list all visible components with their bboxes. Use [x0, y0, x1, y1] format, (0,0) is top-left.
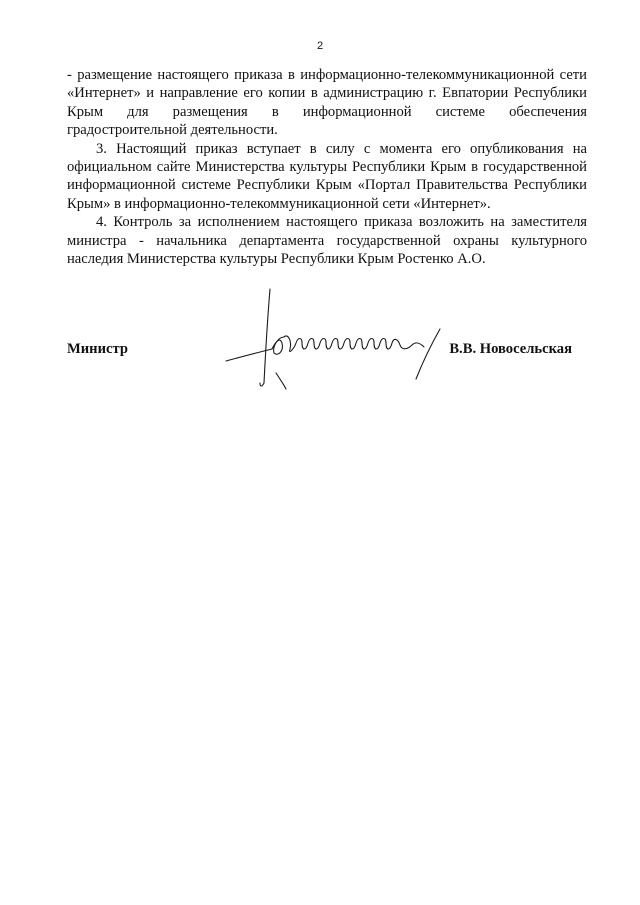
handwritten-signature [220, 283, 450, 393]
paragraph-item-4: 4. Контроль за исполнением настоящего приказа возложить на заместителя министра - начальника департамента государственной охраны культурного наследия Министерства культуры Республики Крым Ростенко А.О. [67, 214, 587, 268]
document-body [67, 66, 587, 268]
page-number: 2 [316, 40, 324, 52]
signer-name: В.В. Новосельская [449, 341, 572, 357]
paragraph-placement: - размещение настоящего приказа в информационно-телекоммуникационной сети «Интернет» и направление его копии в администрацию г. Евпатории Республики Крым для размещения в информационной системе обеспечения градостроительной деятельности. [67, 67, 587, 139]
signer-title: Министр [67, 341, 128, 357]
paragraph-item-3: 3. Настоящий приказ вступает в силу с момента его опубликования на официальном сайте Министерства культуры Республики Крым в государственной информационной системе Республики Крым «Портал Правительства Республики Крым» в информационно-телекоммуникационной сети «Интернет». [67, 140, 587, 212]
